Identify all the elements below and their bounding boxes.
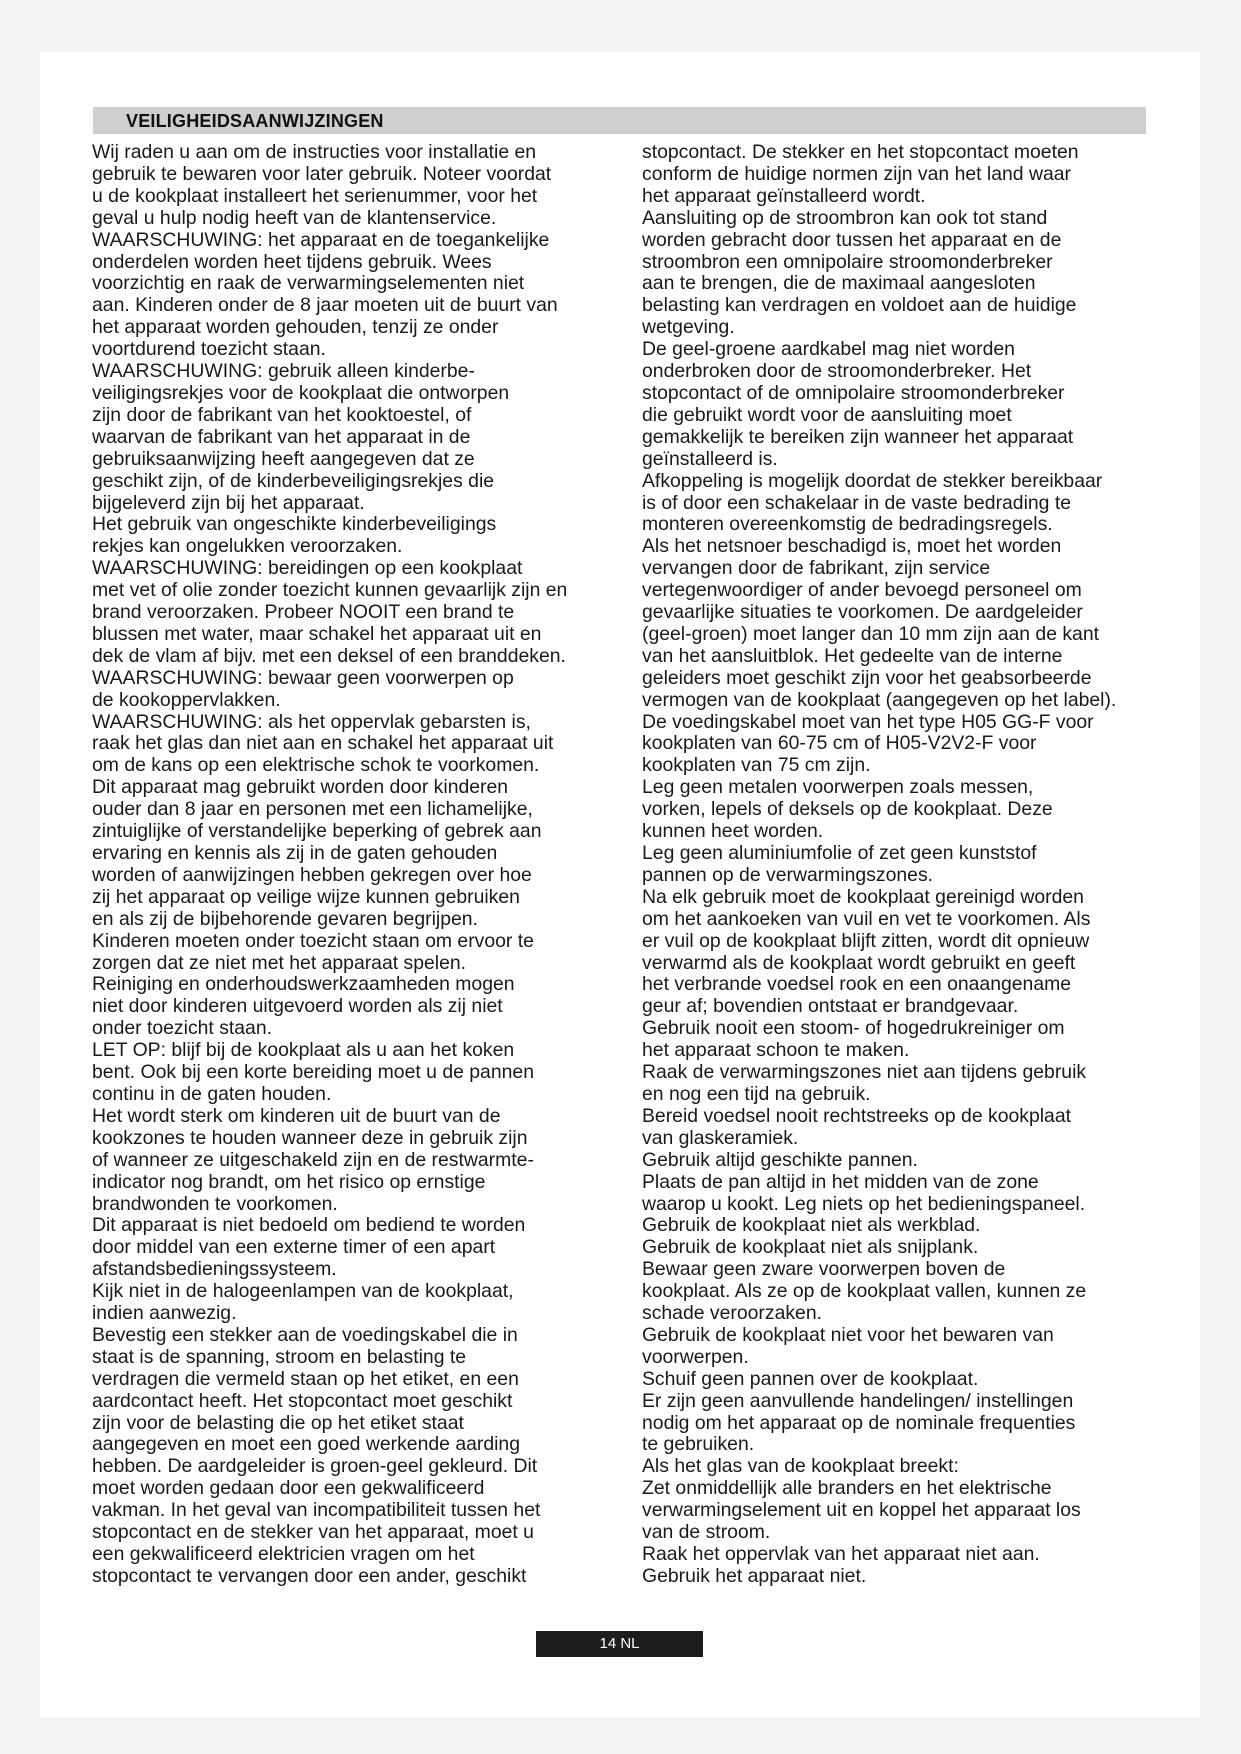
right-text-line: er vuil op de kookplaat blijft zitten, wordt dit opnieuw <box>642 929 1090 952</box>
left-text-line: Het gebruik van ongeschikte kinderbeveiligings <box>92 513 497 536</box>
left-text-line: onderdelen worden heet tijdens gebruik. Wees <box>92 250 492 273</box>
left-text-line: kookzones te houden wanneer deze in gebruik zijn <box>92 1126 528 1149</box>
left-text-line: staat is de spanning, stroom en belasting te <box>92 1345 467 1368</box>
left-text-line: zijn voor de belasting die op het etiket staat <box>92 1411 464 1434</box>
left-text-line: Het wordt sterk om kinderen uit de buurt van de <box>92 1104 501 1127</box>
left-text-line: hebben. De aardgeleider is groen-geel gekleurd. Dit <box>92 1455 538 1478</box>
right-text-line: Zet onmiddellijk alle branders en het elektrische <box>642 1477 1052 1500</box>
section-title: VEILIGHEIDSAANWIJZINGEN <box>126 111 384 131</box>
right-text-line: Gebruik altijd geschikte pannen. <box>642 1148 918 1171</box>
left-text-line: gebruiksaanwijzing heeft aangegeven dat ze <box>92 447 475 470</box>
left-text-line: WAARSCHUWING: bewaar geen voorwerpen op <box>92 666 514 689</box>
right-text-line: Plaats de pan altijd in het midden van de zone <box>642 1170 1039 1193</box>
left-text-line: verdragen die vermeld staan op het etiket, en een <box>92 1367 519 1390</box>
left-text-line: WAARSCHUWING: bereidingen op een kookplaat <box>92 557 523 580</box>
page-number: 14 NL <box>536 1631 703 1657</box>
left-text-line: voortdurend toezicht staan. <box>92 338 326 361</box>
right-text-line: aan te brengen, die de maximaal aangesloten <box>642 272 1036 295</box>
right-text-line: pannen op de verwarmingszones. <box>642 863 934 886</box>
right-text-line: nodig om het apparaat op de nominale frequenties <box>642 1411 1076 1434</box>
left-text-line: zintuiglijke of verstandelijke beperking of gebrek aan <box>92 820 542 843</box>
left-text-line: vakman. In het geval van incompatibiliteit tussen het <box>92 1499 541 1522</box>
left-text-line: LET OP: blijf bij de kookplaat als u aan het koken <box>92 1039 515 1062</box>
left-text-line: en als zij de bijbehorende gevaren begrijpen. <box>92 907 478 930</box>
left-text-line: Dit apparaat mag gebruikt worden door kinderen <box>92 776 509 799</box>
right-text-line: Er zijn geen aanvullende handelingen/ instellingen <box>642 1389 1074 1412</box>
left-text-line: aardcontact heeft. Het stopcontact moet geschikt <box>92 1389 513 1412</box>
right-text-line: geleiders moet geschikt zijn voor het geabsorbeerde <box>642 666 1092 689</box>
left-text-line: blussen met water, maar schakel het apparaat uit en <box>92 622 542 645</box>
left-text-line: gebruik te bewaren voor later gebruik. Noteer voordat <box>92 162 552 185</box>
left-text-line: ouder dan 8 jaar en personen met een lichamelijke, <box>92 798 533 821</box>
right-text-line: onderbroken door de stroomonderbreker. Het <box>642 360 1032 383</box>
left-text-line: indien aanwezig. <box>92 1302 237 1325</box>
right-text-line: vervangen door de fabrikant, zijn service <box>642 557 991 580</box>
left-text-line: afstandsbedieningssysteem. <box>92 1258 337 1281</box>
right-text-line: waarop u kookt. Leg niets op het bedieningspaneel. <box>642 1192 1086 1215</box>
right-text-line: gemakkelijk te bereiken zijn wanneer het apparaat <box>642 425 1074 448</box>
right-text-line: van het aansluitblok. Het gedeelte van de interne <box>642 644 1063 667</box>
left-text-line: geschikt zijn, of de kinderbeveiligingsrekjes die <box>92 469 495 492</box>
right-text-line: Gebruik de kookplaat niet als snijplank. <box>642 1236 979 1259</box>
left-text-line: geval u hulp nodig heeft van de klantenservice. <box>92 206 497 229</box>
left-text-line: onder toezicht staan. <box>92 1017 273 1040</box>
left-text-line: dek de vlam af bijv. met een deksel of een branddeken. <box>92 644 566 667</box>
right-text-line: kookplaten van 75 cm zijn. <box>642 754 871 777</box>
right-text-line: worden gebracht door tussen het apparaat en de <box>642 228 1062 251</box>
right-text-line: en nog een tijd na gebruik. <box>642 1082 871 1105</box>
right-text-line: Leg geen aluminiumfolie of zet geen kunststof <box>642 842 1037 864</box>
right-text-line: (geel-groen) moet langer dan 10 mm zijn aan de kant <box>642 622 1100 645</box>
left-text-line: door middel van een externe timer of een apart <box>92 1236 496 1259</box>
left-text-line: zij het apparaat op veilige wijze kunnen gebruiken <box>92 885 520 908</box>
right-text-line: om het aankoeken van vuil en vet te voorkomen. Als <box>642 907 1091 930</box>
left-text-line: Kijk niet in de halogeenlampen van de kookplaat, <box>92 1280 514 1303</box>
left-text-line: Reiniging en onderhoudswerkzaamheden mogen <box>92 973 515 996</box>
left-text-line: zorgen dat ze niet met het apparaat spelen. <box>92 951 467 974</box>
right-text-line: Bereid voedsel nooit rechtstreeks op de kookplaat <box>642 1104 1072 1127</box>
left-text-line: stopcontact te vervangen door een ander, geschikt <box>92 1564 527 1587</box>
right-text-line: kookplaten van 60-75 cm of H05-V2V2-F voor <box>642 732 1037 755</box>
left-text-line: moet worden gedaan door een gekwalificeerd <box>92 1477 485 1500</box>
left-text-line: aangegeven en moet een goed werkende aarding <box>92 1433 521 1456</box>
left-text-line: brand veroorzaken. Probeer NOOIT een brand te <box>92 601 515 624</box>
right-text-line: stopcontact of de omnipolaire stroomonderbreker <box>642 381 1065 404</box>
left-text-line: raak het glas dan niet aan en schakel het apparaat uit <box>92 732 554 755</box>
right-text-line: Leg geen metalen voorwerpen zoals messen, <box>642 776 1034 799</box>
left-text-line: niet door kinderen uitgevoerd worden als zij niet <box>92 995 503 1018</box>
right-text-line: Raak het oppervlak van het apparaat niet aan. <box>642 1543 1040 1565</box>
left-text-line: WAARSCHUWING: als het oppervlak gebarsten is, <box>92 710 531 733</box>
left-text-line: WAARSCHUWING: het apparaat en de toegankelijke <box>92 228 550 251</box>
left-text-line: zijn door de fabrikant van het kooktoestel, of <box>92 403 472 426</box>
right-text-line: Afkoppeling is mogelijk doordat de stekker bereikbaar <box>642 469 1103 492</box>
left-text-line: rekjes kan ongelukken veroorzaken. <box>92 535 403 558</box>
right-text-line: belasting kan verdragen en voldoet aan de huidige <box>642 294 1077 317</box>
left-text-line: continu in de gaten houden. <box>92 1082 332 1105</box>
right-text-line: is of door een schakelaar in de vaste bedrading te <box>642 491 1072 514</box>
right-text-line: Na elk gebruik moet de kookplaat gereinigd worden <box>642 885 1084 908</box>
left-text-line: ervaring en kennis als zij in de gaten gehouden <box>92 842 498 864</box>
left-text-line: veiligingsrekjes voor de kookplaat die ontworpen <box>92 381 510 404</box>
right-text-line: monteren overeenkomstig de bedradingsregels. <box>642 513 1053 536</box>
left-text-line: indicator nog brandt, om het risico op ernstige <box>92 1170 486 1193</box>
left-text-line: stopcontact en de stekker van het apparaat, moet u <box>92 1521 534 1544</box>
right-text-line: Als het netsnoer beschadigd is, moet het worden <box>642 535 1062 558</box>
left-column <box>92 142 604 1588</box>
right-text-line: die gebruikt wordt voor de aansluiting moet <box>642 403 1012 426</box>
right-text-line: Als het glas van de kookplaat breekt: <box>642 1455 959 1478</box>
right-text-line: Gebruik het apparaat niet. <box>642 1564 867 1587</box>
left-text-line: Kinderen moeten onder toezicht staan om ervoor te <box>92 929 534 952</box>
right-text-line: De geel-groene aardkabel mag niet worden <box>642 338 1015 361</box>
right-text-line: conform de huidige normen zijn van het land waar <box>642 162 1071 185</box>
right-text-line: gevaarlijke situaties te voorkomen. De aardgeleider <box>642 601 1083 624</box>
right-text-line: verwarmingselement uit en koppel het apparaat los <box>642 1499 1081 1522</box>
right-text-line: Schuif geen pannen over de kookplaat. <box>642 1367 979 1390</box>
left-text-line: worden of aanwijzingen hebben gekregen over hoe <box>92 863 532 886</box>
right-text-line: stroombron een omnipolaire stroomonderbreker <box>642 250 1053 273</box>
right-text-line: De voedingskabel moet van het type H05 GG-F voor <box>642 710 1094 733</box>
left-text-line: om de kans op een elektrische schok te voorkomen. <box>92 754 540 777</box>
left-text-line: voorzichtig en raak de verwarmingselementen niet <box>92 272 525 295</box>
left-text-line: het apparaat worden gehouden, tenzij ze onder <box>92 316 499 339</box>
right-text-line: geur af; bovendien ontstaat er brandgevaar. <box>642 995 1019 1018</box>
left-text-line: u de kookplaat installeert het serienummer, voor het <box>92 184 538 207</box>
right-text-line: het apparaat geïnstalleerd wordt. <box>642 184 926 207</box>
left-text-line: Bevestig een stekker aan de voedingskabel die in <box>92 1323 518 1346</box>
right-text-line: te gebruiken. <box>642 1433 755 1456</box>
right-text-line: Gebruik nooit een stoom- of hogedrukreiniger om <box>642 1017 1065 1040</box>
right-text-line: kunnen heet worden. <box>642 820 824 843</box>
left-text-line: of wanneer ze uitgeschakeld zijn en de restwarmte- <box>92 1148 534 1171</box>
left-text-line: met vet of olie zonder toezicht kunnen gevaarlijk zijn en <box>92 579 568 602</box>
right-text-line: van glaskeramiek. <box>642 1126 799 1149</box>
right-text-line: Gebruik de kookplaat niet als werkblad. <box>642 1214 981 1237</box>
left-text-line: Wij raden u aan om de instructies voor installatie en <box>92 141 537 163</box>
right-text-line: voorwerpen. <box>642 1345 749 1368</box>
right-text-line: verwarmd als de kookplaat wordt gebruikt en geeft <box>642 951 1076 974</box>
right-text-line: het verbrande voedsel rook en een onaangename <box>642 973 1072 996</box>
left-text-line: waarvan de fabrikant van het apparaat in de <box>92 425 471 448</box>
left-text-line: aan. Kinderen onder de 8 jaar moeten uit de buurt van <box>92 294 558 317</box>
left-text-line: brandwonden te voorkomen. <box>92 1192 338 1215</box>
left-text-line: bijgeleverd zijn bij het apparaat. <box>92 491 365 514</box>
right-text-line: wetgeving. <box>642 316 735 339</box>
left-text-line: Dit apparaat is niet bedoeld om bediend te worden <box>92 1214 526 1237</box>
right-text-line: het apparaat schoon te maken. <box>642 1039 910 1062</box>
left-text-line: bent. Ook bij een korte bereiding moet u de pannen <box>92 1061 534 1084</box>
left-text-line: WAARSCHUWING: gebruik alleen kinderbe- <box>92 360 475 383</box>
right-text-line: Raak de verwarmingszones niet aan tijdens gebruik <box>642 1061 1087 1084</box>
left-text-line: een gekwalificeerd elektricien vragen om het <box>92 1543 475 1565</box>
right-text-line: Aansluiting op de stroombron kan ook tot stand <box>642 206 1048 229</box>
right-text-line: kookplaat. Als ze op de kookplaat vallen, kunnen ze <box>642 1280 1087 1303</box>
right-text-line: stopcontact. De stekker en het stopcontact moeten <box>642 141 1079 163</box>
right-text-line: vertegenwoordiger of ander bevoegd personeel om <box>642 579 1082 602</box>
right-column <box>642 142 1154 1588</box>
right-text-line: geïnstalleerd is. <box>642 447 778 470</box>
right-text-line: Gebruik de kookplaat niet voor het bewaren van <box>642 1323 1054 1346</box>
right-text-line: schade veroorzaken. <box>642 1302 823 1325</box>
right-text-line: van de stroom. <box>642 1521 771 1544</box>
right-text-line: vorken, lepels of deksels op de kookplaat. Deze <box>642 798 1053 821</box>
right-text-line: Bewaar geen zware voorwerpen boven de <box>642 1258 1006 1281</box>
left-text-line: de kookoppervlakken. <box>92 688 281 711</box>
right-text-line: vermogen van de kookplaat (aangegeven op het label). <box>642 688 1117 711</box>
